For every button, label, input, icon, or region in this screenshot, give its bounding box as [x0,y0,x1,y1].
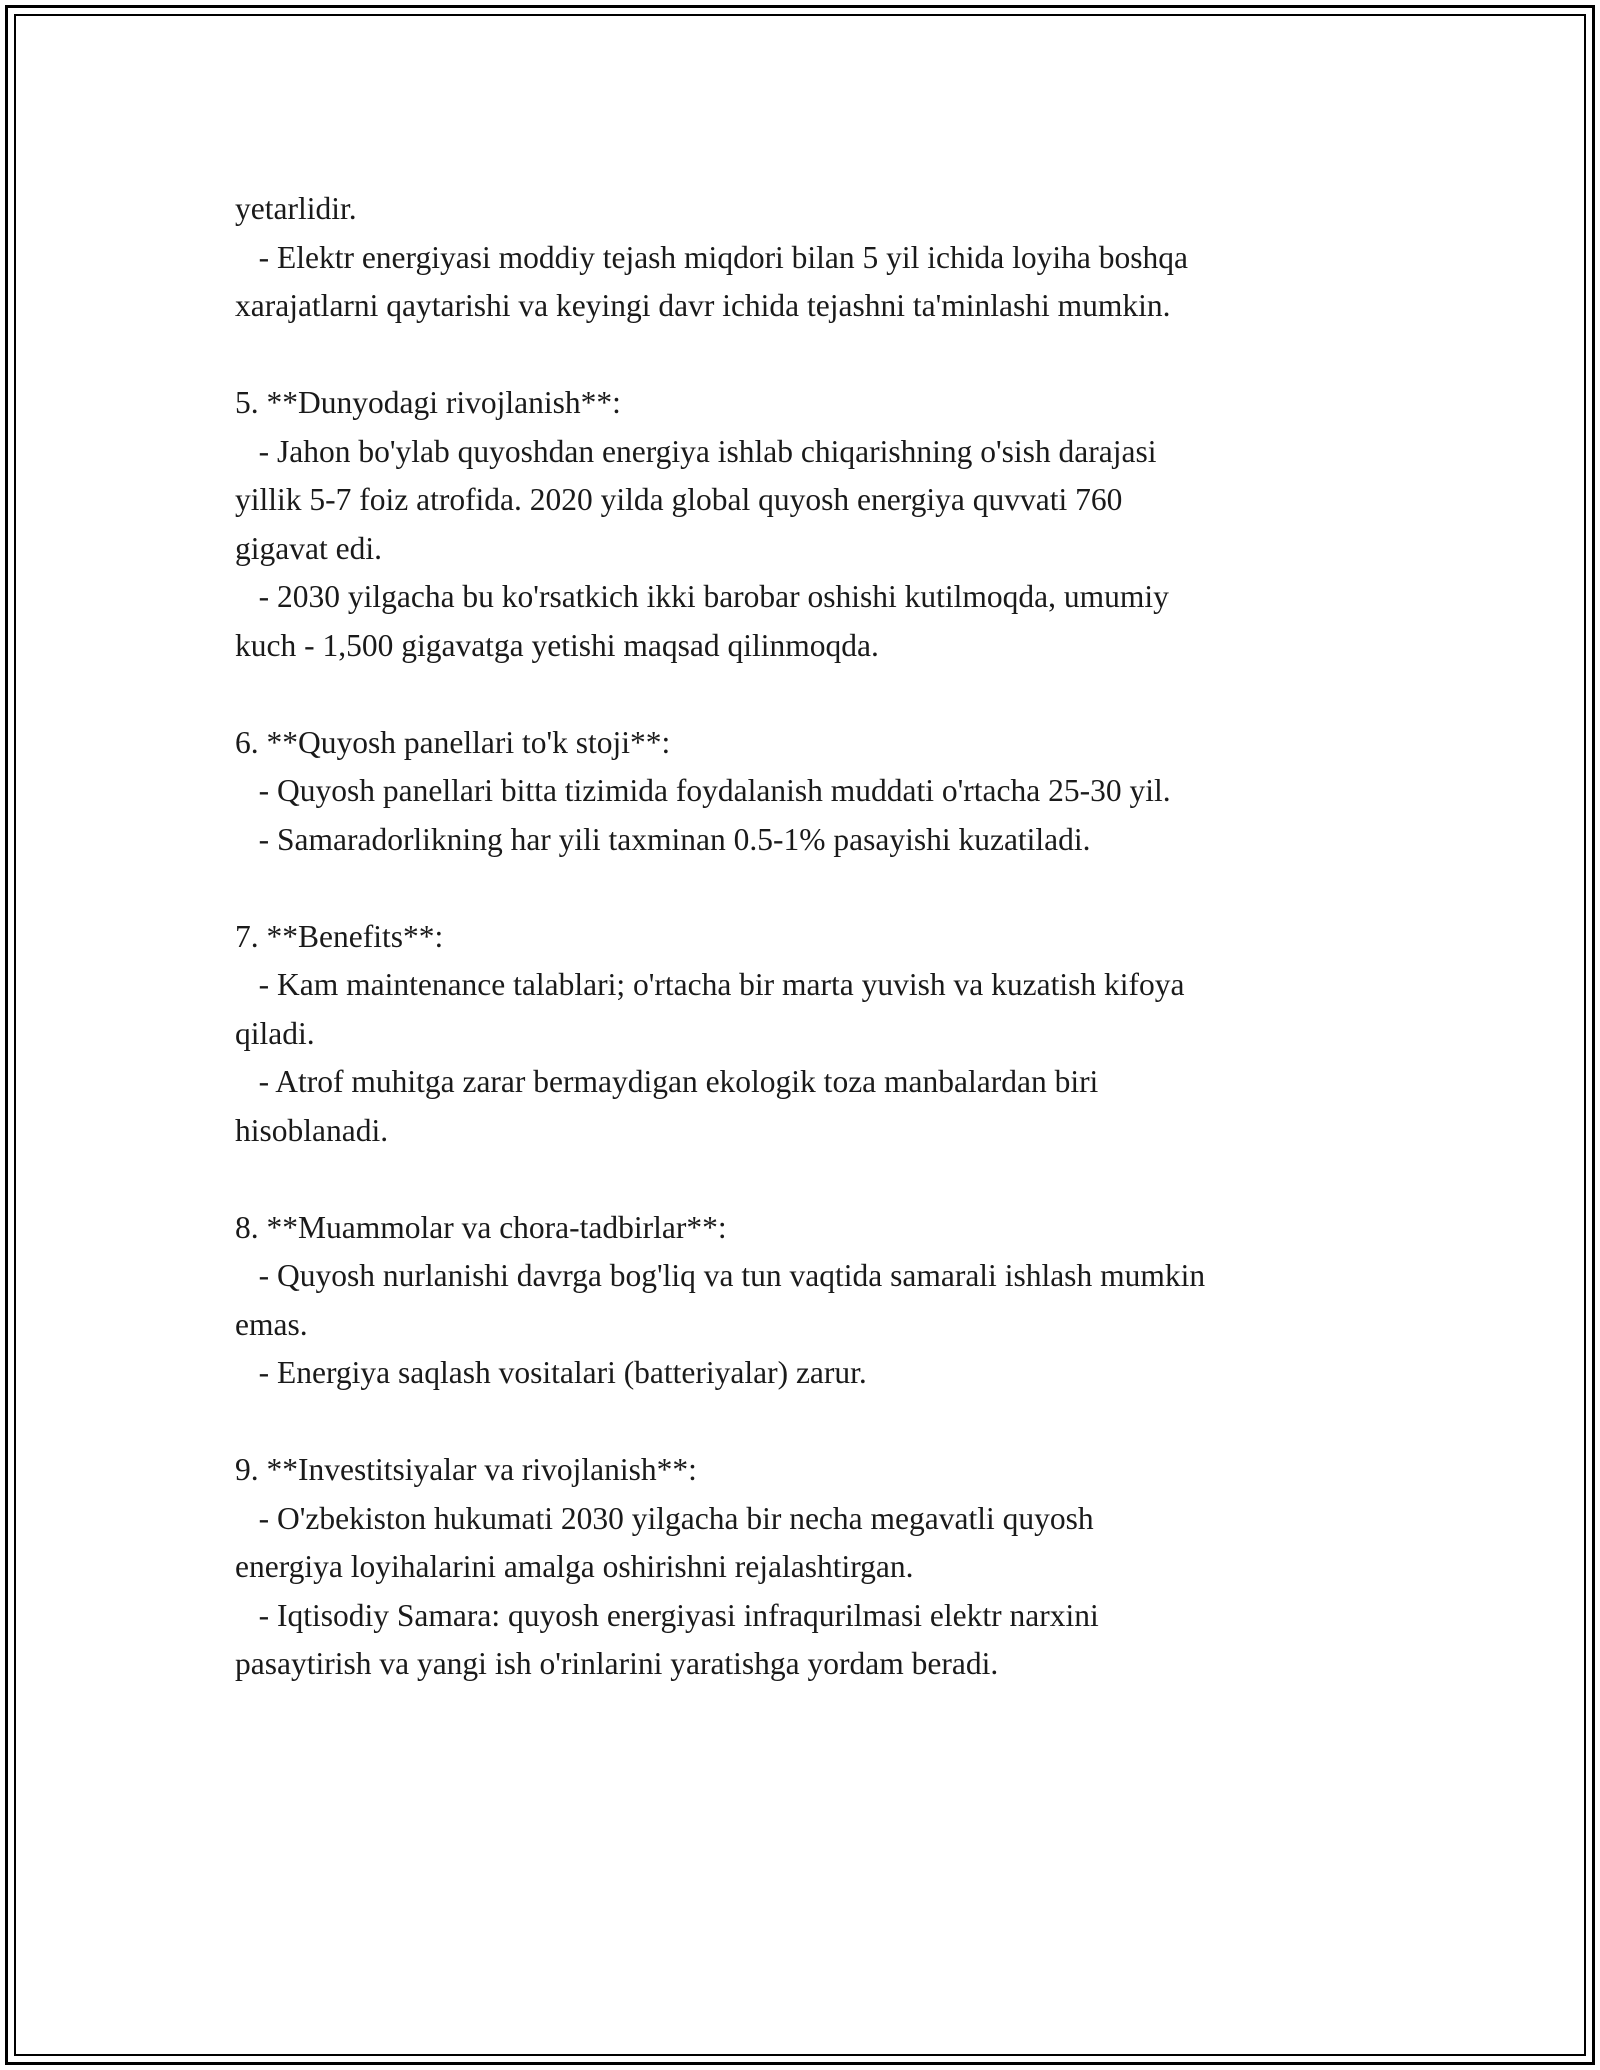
text-line: yillik 5-7 foiz atrofida. 2020 yilda global quyosh energiya quvvati 760 [235,482,1123,517]
text-line: gigavat edi. [235,530,382,566]
text-line: - Atrof muhitga zarar bermaydigan ekologik toza manbalardan biri [235,1064,1099,1099]
blank-line [235,1398,1385,1447]
text-line: - 2030 yilgacha bu ko'rsatkich ikki barobar oshishi kutilmoqda, umumiy [235,579,1169,614]
section-heading: 5. **Dunyodagi rivojlanish**: [235,385,621,420]
paragraph-continuation [235,185,1385,331]
text-line: - Kam maintenance talablari; o'rtacha bir marta yuvish va kuzatish kifoya [235,967,1185,1002]
text-line: emas. [235,1306,308,1342]
section-5 [235,379,1385,670]
blank-line [235,864,1385,913]
section-heading: 7. **Benefits**: [235,918,444,954]
text-line: - Samaradorlikning har yili taxminan 0.5-1% pasayishi kuzatiladi. [235,821,1091,857]
text-line: qiladi. [235,1015,315,1051]
document-body [235,185,1385,1689]
section-6 [235,719,1385,865]
text-line: - Energiya saqlash vositalari (batteriyalar) zarur. [235,1355,867,1390]
section-9 [235,1446,1385,1689]
blank-line [235,1155,1385,1204]
text-line: - O'zbekiston hukumati 2030 yilgacha bir necha megavatli quyosh [235,1500,1094,1536]
text-line: - Quyosh nurlanishi davrga bog'liq va tun vaqtida samarali ishlash mumkin [235,1258,1206,1293]
text-line: pasaytirish va yangi ish o'rinlarini yaratishga yordam beradi. [235,1646,999,1681]
text-line: kuch - 1,500 gigavatga yetishi maqsad qilinmoqda. [235,627,879,663]
section-heading: 9. **Investitsiyalar va rivojlanish**: [235,1452,697,1487]
blank-line [235,670,1385,719]
text-line: - Quyosh panellari bitta tizimida foydalanish muddati o'rtacha 25-30 yil. [235,773,1171,808]
text-line: hisoblanadi. [235,1112,389,1148]
text-line: yetarlidir. [235,191,357,226]
text-line: - Elektr energiyasi moddiy tejash miqdori bilan 5 yil ichida loyiha boshqa [235,239,1188,275]
text-line: - Iqtisodiy Samara: quyosh energiyasi infraqurilmasi elektr narxini [235,1597,1099,1633]
section-8 [235,1204,1385,1398]
section-heading: 8. **Muammolar va chora-tadbirlar**: [235,1209,727,1245]
text-line: xarajatlarni qaytarishi va keyingi davr ichida tejashni ta'minlashi mumkin. [235,288,1171,323]
text-line: energiya loyihalarini amalga oshirishni rejalashtirgan. [235,1549,914,1584]
text-line: - Jahon bo'ylab quyoshdan energiya ishlab chiqarishning o'sish darajasi [235,433,1157,469]
blank-line [235,331,1385,380]
section-7 [235,913,1385,1156]
section-heading: 6. **Quyosh panellari to'k stoji**: [235,724,671,760]
